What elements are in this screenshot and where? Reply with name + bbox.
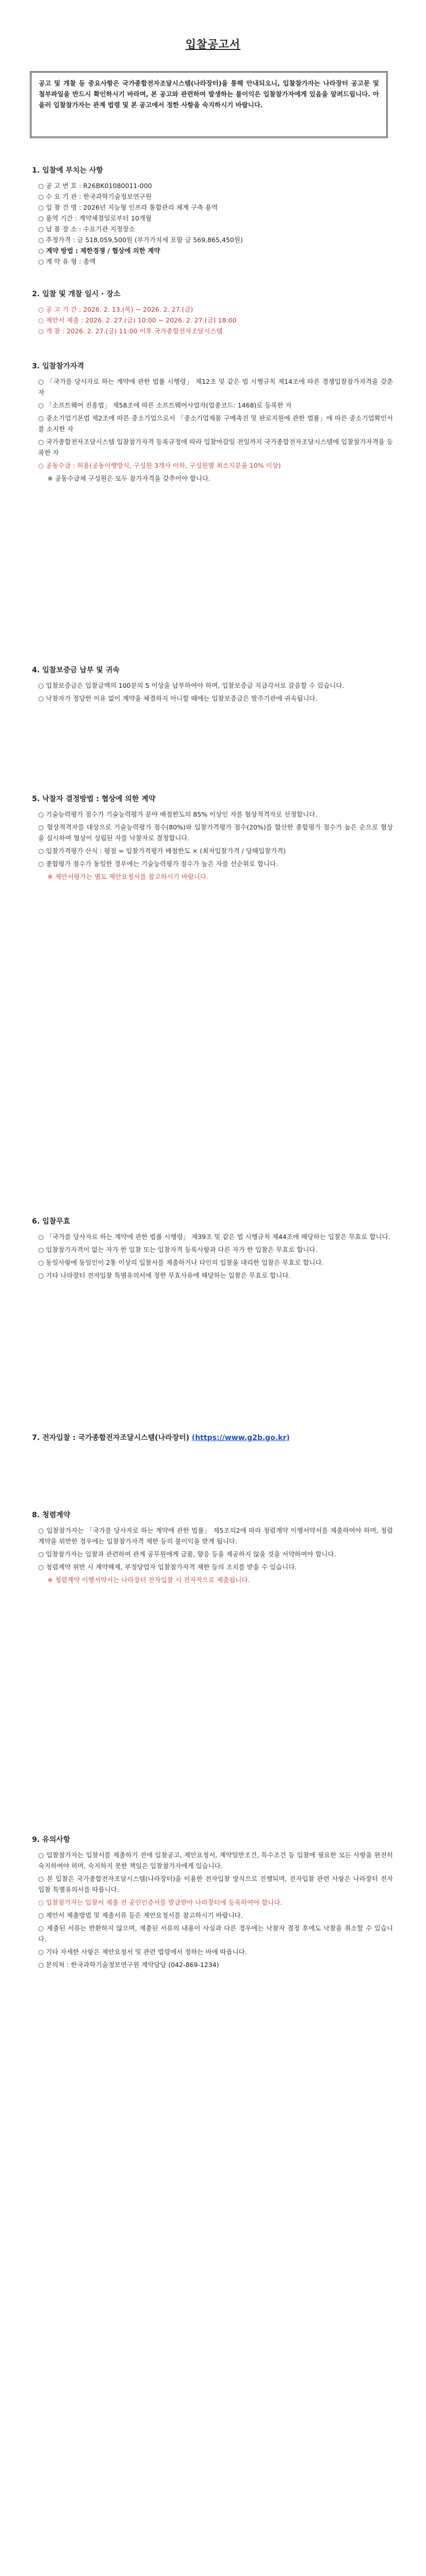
info-line: ○ 수 요 기 관 : 한국과학기술정보연구원 [38,193,152,200]
qualification-item: ○ 공동수급 : 허용(공동이행방식, 구성원 3개사 이하, 구성원별 최소지분율 10% 이상) [38,462,281,469]
integrity-item: ○ 입찰참가자는 「국가를 당사자로 하는 계약에 관한 법률」 제5조의2에 따라 청렴계약 이행서약서를 제출하여야 하며, 청렴계약을 위반한 경우에는 입찰참가자격 제한 등의 불이익을 받게 됩니다. [38,1527,393,1545]
info-line: ○ 용역 기간 : 계약체결일로부터 10개월 [38,214,152,222]
section-6 [32,1216,393,1283]
qualification-item: ○ 「국가를 당사자로 하는 계약에 관한 법률 시행령」 제12조 및 같은 법 시행규칙 제14조에 따른 경쟁입찰참가자격을 갖춘 자 [38,378,393,396]
section-heading: 4. 입찰보증금 납부 및 귀속 [32,666,120,674]
section-heading: 9. 유의사항 [32,1836,71,1844]
award-item: ○ 입찰가격평가 산식 : 평점 = 입찰가격평가 배점한도 × (최저입찰가격 / 당해입찰가격) [38,847,286,855]
invalid-item: ○ 「국가를 당사자로 하는 계약에 관한 법률 시행령」 제39조 및 같은 법 시행규칙 제44조에 해당하는 입찰은 무효로 합니다. [38,1233,390,1241]
qualification-item: ○ 「소프트웨어 진흥법」 제58조에 따른 소프트웨어사업자(업종코드: 1468)로 등록한 자 [38,401,292,409]
caution-item: ○ 기타 자세한 사항은 제안요청서 및 관련 법령에서 정하는 바에 따릅니다. [38,1948,247,1956]
caution-item: ○ 입찰참가자는 입찰서 제출 전 공인인증서를 발급받아 나라장터에 등록하여야 합니다. [38,1899,283,1906]
invalid-item: ○ 입찰참가자격이 없는 자가 한 입찰 또는 입찰자격 등록사항과 다른 자가 한 입찰은 무효로 합니다. [38,1246,318,1253]
qualification-note: ※ 공동수급체 구성원은 모두 참가자격을 갖추어야 합니다. [47,474,211,482]
integrity-item: ○ 청렴계약 위반 시 계약해제, 부정당업자 입찰참가자격 제한 등의 조치를 받을 수 있습니다. [38,1563,297,1571]
section-2 [32,289,393,336]
section-3 [32,361,393,484]
info-line: ○ 계 약 유 형 : 총액 [38,258,96,265]
deposit-item: ○ 낙찰자가 정당한 이유 없이 계약을 체결하지 아니할 때에는 입찰보증금은 발주기관에 귀속됩니다. [38,694,318,702]
section-7 [32,1432,393,1448]
schedule-line: ○ 공 고 기 간 : 2026. 2. 13.(목) ~ 2026. 2. 27.(금) [38,306,193,313]
schedule-line: ○ 제안서 제출 : 2026. 2. 27.(금) 10:00 ~ 2026. 2. 27.(금) 18:00 [38,316,237,324]
qualification-item: ○ 중소기업기본법 제2조에 따른 중소기업으로서 「중소기업제품 구매촉진 및 판로지원에 관한 법률」에 따른 중소기업확인서를 소지한 자 [38,414,393,433]
section-5 [32,793,393,882]
caution-item: ○ 본 입찰은 국가종합전자조달시스템(나라장터)을 이용한 전자입찰 방식으로 진행되며, 전자입찰 관련 사항은 나라장터 전자입찰 특별유의서를 따릅니다. [38,1875,393,1893]
invalid-item: ○ 기타 나라장터 전자입찰 특별유의서에 정한 무효사유에 해당하는 입찰은 무효로 합니다. [38,1272,291,1279]
info-line: ○ 입 찰 건 명 : 2026년 지능형 인프라 통합관리 체계 구축 용역 [38,204,218,211]
section-4 [32,665,393,706]
award-item: ○ 종합평가 점수가 동일한 경우에는 기술능력평가 점수가 높은 자를 선순위로 합니다. [38,860,278,868]
document-title: 입찰공고서 [185,38,241,50]
qualification-item: ○ 국가종합전자조달시스템 입찰참가자격 등록규정에 따라 입찰마감일 전일까지 국가종합전자조달시스템에 입찰참가자격을 등록한 자 [38,438,393,456]
section-8 [32,1510,393,1585]
invalid-item: ○ 동일사항에 동일인이 2통 이상의 입찰서를 제출하거나 타인의 입찰을 대리한 입찰은 무효로 합니다. [38,1259,324,1266]
section-heading [32,1432,393,1443]
schedule-line: ○ 개 찰 : 2026. 2. 27.(금) 11:00 이후 국가종합전자조달시스템 [38,327,223,335]
caution-item: ○ 제안서 제출방법 및 제출서류 등은 제안요청서를 참고하시기 바랍니다. [38,1911,243,1919]
section-heading: 2. 입찰 및 개찰 일시 · 장소 [32,290,121,298]
info-line: ○ 공 고 번 호 : R26BK01080011-000 [38,182,152,190]
section-heading: 3. 입찰참가자격 [32,362,85,370]
section-heading: 6. 입찰무효 [32,1217,71,1226]
e-bid-heading: 7. 전자입찰 : 국가종합전자조달시스템(나라장터) [32,1434,190,1442]
info-line: ○ 납 품 장 소 : 수요기관 지정장소 [38,225,135,233]
integrity-item: ○ 입찰참가자는 입찰과 관련하여 관계 공무원에게 금품, 향응 등을 제공하지 않을 것을 서약하여야 합니다. [38,1550,336,1558]
info-line: ○ 계약 방법 : 제한경쟁 / 협상에 의한 계약 [38,247,160,255]
integrity-highlight: ※ 청렴계약 이행서약서는 나라장터 전자입찰 시 전자적으로 제출됩니다. [47,1576,250,1584]
section-9 [32,1834,393,1972]
section-heading: 8. 청렴계약 [32,1511,71,1519]
section-heading: 5. 낙찰자 결정방법 : 협상에 의한 계약 [32,795,156,803]
notice-box [30,71,388,138]
section-heading: 1. 입찰에 부치는 사항 [32,166,103,175]
info-line: ○ 추정가격 : 금 518,059,500원 (부가가치세 포함 금 569,865,450원) [38,236,243,244]
g2b-link[interactable]: (https://www.g2b.go.kr) [191,1434,290,1442]
caution-item: ○ 입찰참가자는 입찰서를 제출하기 전에 입찰공고, 제안요청서, 계약일반조건, 특수조건 등 입찰에 필요한 모든 사항을 완전히 숙지하여야 하며, 숙지하지 못한 책임은 입찰참가자에게 있습니다. [38,1851,393,1870]
notice-text: 공고 및 개찰 등 중요사항은 국가종합전자조달시스템(나라장터)을 통해 안내되오니, 입찰참가자는 나라장터 공고문 및 첨부파일을 반드시 확인하시기 바라며, 본 공고와 관련하여 발생하는 불이익은 입찰참가자에게 있음을 알려드립니다. 아울러 입찰참가자는 관계 법령 및 본 공고에서 정한 사항을 숙지하시기 바랍니다. [39,79,379,109]
award-highlight: ※ 제안서평가는 별도 제안요청서를 참고하시기 바랍니다. [47,873,209,880]
section-1 [32,165,393,267]
caution-item: ○ 제출된 서류는 반환하지 않으며, 제출된 서류의 내용이 사실과 다른 경우에는 낙찰자 결정 후에도 낙찰을 취소할 수 있습니다. [38,1924,393,1943]
contact-line: ○ 문의처 : 한국과학기술정보연구원 계약담당 (042-869-1234) [38,1961,219,1969]
award-item: ○ 기술능력평가 점수가 기술능력평가 분야 배점한도의 85% 이상인 자를 협상적격자로 선정합니다. [38,810,318,818]
deposit-item: ○ 입찰보증금은 입찰금액의 100분의 5 이상을 납부하여야 하며, 입찰보증금 지급각서로 갈음할 수 있습니다. [38,682,345,689]
award-item: ○ 협상적격자를 대상으로 기술능력평가 점수(80%)와 입찰가격평가 점수(20%)를 합산한 종합평가 점수가 높은 순으로 협상을 실시하여 협상이 성립된 자를 낙찰자로 결정합니다. [38,823,393,842]
